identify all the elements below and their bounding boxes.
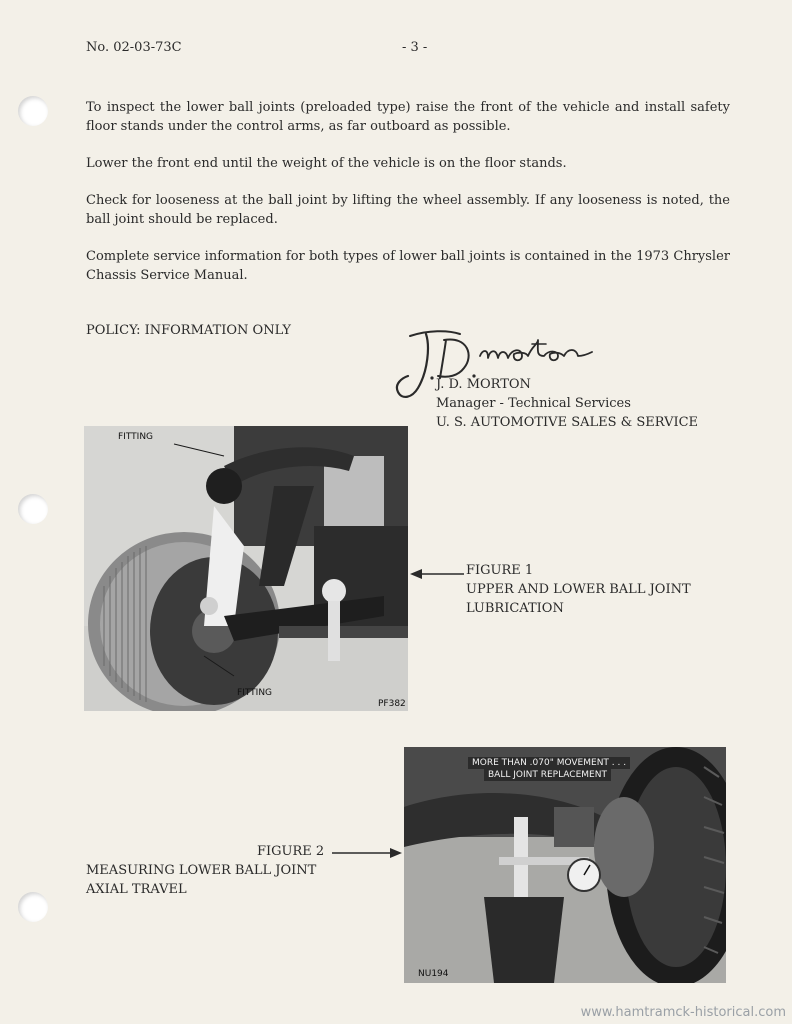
signer-organization: U. S. AUTOMOTIVE SALES & SERVICE — [436, 415, 699, 430]
replacement-tag: BALL JOINT REPLACEMENT — [484, 769, 611, 781]
figure-2-illustration — [404, 747, 726, 983]
fitting-label-top: FITTING — [118, 432, 154, 442]
figure-2-caption-line-2: AXIAL TRAVEL — [86, 882, 187, 897]
punch-hole — [18, 96, 48, 126]
punch-hole — [18, 494, 48, 524]
doc-number: No. 02-03-73C — [86, 40, 182, 55]
paragraph-service-info: Complete service information for both types of lower ball joints is contained in the 1973 Chrysler Chassis Service Manual. — [86, 249, 730, 283]
figure-2-caption-line-1: MEASURING LOWER BALL JOINT — [86, 863, 317, 878]
website-watermark: www.hamtramck-historical.com — [580, 1005, 786, 1020]
figure-1-title: FIGURE 1 — [466, 563, 534, 578]
paragraph-lower-front: Lower the front end until the weight of the vehicle is on the floor stands. — [86, 156, 567, 171]
figure-2-title: FIGURE 2 — [257, 844, 325, 859]
fitting-label-bottom: FITTING — [237, 688, 273, 698]
signer-name: J. D. MORTON — [436, 377, 531, 392]
signature-block — [436, 375, 698, 432]
page-number: - 3 - — [402, 40, 428, 55]
punch-hole — [18, 892, 48, 922]
policy-line: POLICY: INFORMATION ONLY — [86, 323, 291, 338]
figure-1-illustration — [84, 426, 408, 711]
arrow-left-icon — [410, 568, 464, 580]
figure-2-photo — [404, 747, 726, 983]
figure-1-photo — [84, 426, 408, 711]
figure-1-caption-line-2: LUBRICATION — [466, 601, 564, 616]
arrow-right-icon — [332, 847, 402, 859]
paragraph-looseness: Check for looseness at the ball joint by lifting the wheel assembly. If any looseness is noted, the ball joint should be replaced. — [86, 193, 730, 227]
figure-1-photo-code: PF382 — [378, 699, 406, 709]
movement-tag: MORE THAN .070" MOVEMENT . . . — [468, 757, 630, 769]
paragraph-inspect: To inspect the lower ball joints (preloaded type) raise the front of the vehicle and install safety floor stands under the control arms, as far outboard as possible. — [86, 100, 730, 134]
figure-1-caption-line-1: UPPER AND LOWER BALL JOINT — [466, 582, 691, 597]
signer-title: Manager - Technical Services — [436, 396, 631, 411]
figure-2-photo-code: NU194 — [418, 969, 449, 979]
